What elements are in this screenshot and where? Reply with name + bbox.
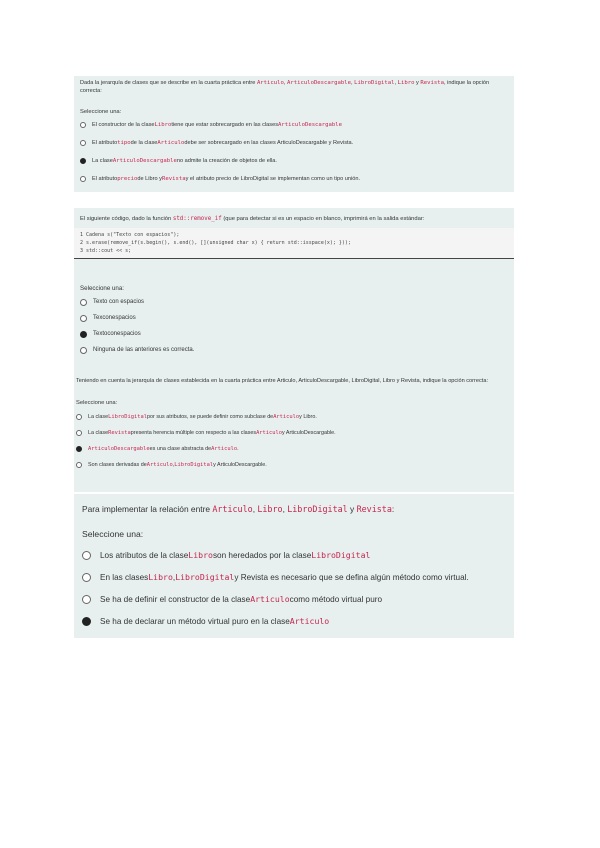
answer-option-selected[interactable] <box>80 155 508 167</box>
option-text: El atributo <box>92 140 118 147</box>
answer-option-selected[interactable] <box>82 615 506 627</box>
select-label: Seleccione una: <box>80 109 122 116</box>
code-block <box>74 228 514 259</box>
option-text: y el atributo precio de LibroDigital se implementan como un tipo unión. <box>185 176 360 183</box>
question-text <box>80 216 508 224</box>
separator: , <box>282 504 288 514</box>
option-text: tiene que estar sobrecargado en las clases <box>171 122 279 129</box>
option-text: Textoconespacios <box>93 331 141 338</box>
answer-option[interactable] <box>76 412 512 422</box>
question-card-3 <box>74 376 514 492</box>
option-text: y ArticuloDescargable. <box>213 461 267 468</box>
class-name: Libro <box>154 122 172 129</box>
radio-button[interactable] <box>80 347 87 354</box>
question-text-part: Para implementar la relación entre <box>82 504 213 514</box>
class-name: Articulo <box>289 616 330 627</box>
class-name: Articulo <box>212 504 253 514</box>
code-line: 3 std::cout << s; <box>80 247 132 254</box>
question-text <box>80 80 508 95</box>
option-text: Texconespacios <box>93 315 136 322</box>
code-line: 1 Cadena s("Texto con espacios"); <box>80 231 180 238</box>
answer-option-selected[interactable] <box>80 329 508 340</box>
separator: , <box>394 80 398 86</box>
answer-option[interactable] <box>76 428 512 438</box>
answer-option[interactable] <box>80 173 508 185</box>
option-text: La clase <box>88 429 109 436</box>
radio-button[interactable] <box>80 299 87 306</box>
class-name: tipo <box>117 140 131 147</box>
class-name: Revista <box>161 176 186 183</box>
radio-button-selected[interactable] <box>76 446 82 452</box>
class-name: Articulo <box>157 140 185 147</box>
radio-button[interactable] <box>80 315 87 322</box>
option-text: de Libro y <box>137 176 162 183</box>
question-card-4 <box>74 494 514 638</box>
answer-option[interactable] <box>82 571 506 583</box>
answer-option[interactable] <box>82 593 506 605</box>
class-name: ArticuloDescargable <box>112 158 177 165</box>
question-text: Teniendo en cuenta la jerarquía de clases establecida en la cuarta práctica entre Articulo, ArticuloDescargable, LibroDigital, Libro y Revista, indique la opción correcta: <box>76 378 488 384</box>
radio-button-selected[interactable] <box>80 331 87 338</box>
radio-button[interactable] <box>82 595 91 604</box>
option-text: son heredados por la clase <box>212 550 312 560</box>
separator: y <box>414 80 421 86</box>
option-text: es una clase abstracta de <box>149 445 212 452</box>
question-text-part: , indique la opción correcta: <box>80 80 490 94</box>
question-text-part: El siguiente código, dado la función <box>80 216 173 222</box>
class-name: Articulo <box>273 413 300 420</box>
option-text: La clase <box>92 158 113 165</box>
class-name: Articulo <box>256 429 283 436</box>
class-name: LibroDigital <box>175 572 235 583</box>
option-text: no admite la creación de objetos de ella. <box>176 158 277 165</box>
option-text: El atributo <box>92 176 118 183</box>
option-text: por sus atributos, se puede definir como subclase de <box>147 413 274 420</box>
radio-button[interactable] <box>76 414 82 420</box>
class-name: ArticuloDescargable <box>278 122 343 129</box>
select-label: Seleccione una: <box>76 399 118 406</box>
answer-option[interactable] <box>82 549 506 561</box>
option-text: de la clase <box>130 140 158 147</box>
class-name: Articulo <box>256 80 284 86</box>
radio-button[interactable] <box>76 430 82 436</box>
radio-button-selected[interactable] <box>80 158 86 164</box>
class-name: LibroDigital <box>174 461 214 468</box>
class-name: Revista <box>420 80 444 86</box>
option-text: presenta herencia múltiple con respecto a las clases <box>130 429 257 436</box>
separator: y <box>347 504 357 514</box>
code-line: 2 s.erase(remove_if(s.begin(), s.end(), [](unsigned char x) { return std::isspace(x); })); <box>80 239 351 246</box>
question-card-2 <box>74 208 514 376</box>
class-name: LibroDigital <box>354 80 395 86</box>
class-name: LibroDigital <box>287 504 348 514</box>
radio-button[interactable] <box>82 573 91 582</box>
answer-option[interactable] <box>80 297 508 308</box>
select-label: Seleccione una: <box>82 529 144 540</box>
class-name: Revista <box>356 504 392 514</box>
class-name: Libro <box>257 504 283 514</box>
option-text: , <box>172 572 176 582</box>
class-name: LibroDigital <box>311 550 371 561</box>
separator: , <box>351 80 355 86</box>
option-text: El constructor de la clase <box>92 122 155 129</box>
question-text-part: Dada la jerarquía de clases que se describe en la cuarta práctica entre <box>80 80 257 86</box>
separator: , <box>283 80 287 86</box>
option-text: debe ser sobrecargado en las clases ArticuloDescargable y Revista. <box>184 140 354 147</box>
class-name: Libro <box>148 572 173 583</box>
class-name: ArticuloDescargable <box>88 445 150 452</box>
question-text <box>82 504 506 515</box>
answer-option[interactable] <box>76 460 512 470</box>
radio-button[interactable] <box>80 176 86 182</box>
option-text: Se ha de definir el constructor de la clase <box>100 594 251 604</box>
option-text: y ArticuloDescargable. <box>282 429 336 436</box>
option-text: Texto con espacios <box>93 299 145 306</box>
option-text: Ninguna de las anteriores es correcta. <box>93 347 195 354</box>
class-name: ArticuloDescargable <box>287 80 351 86</box>
radio-button[interactable] <box>76 462 82 468</box>
radio-button[interactable] <box>82 551 91 560</box>
option-text: Los atributos de la clase <box>100 550 189 560</box>
class-name: Articulo <box>211 445 238 452</box>
function-name: std::remove_if <box>172 216 222 222</box>
class-name: Articulo <box>250 594 290 605</box>
class-name: Libro <box>397 80 415 86</box>
class-name: precio <box>117 176 138 183</box>
class-name: Libro <box>188 550 213 561</box>
class-name: Revista <box>108 429 131 436</box>
select-label: Seleccione una: <box>80 284 125 292</box>
answer-option[interactable] <box>80 137 508 149</box>
separator: : <box>391 504 395 514</box>
answer-option[interactable] <box>80 313 508 324</box>
class-name: Articulo <box>146 461 173 468</box>
question-card-1 <box>74 76 514 192</box>
option-text: . <box>237 445 239 452</box>
answer-option-selected[interactable] <box>76 444 512 454</box>
class-name: LibroDigital <box>108 413 148 420</box>
option-text: La clase <box>88 413 109 420</box>
answer-option[interactable] <box>80 119 508 131</box>
option-text: y Revista es necesario que se defina algún método como virtual. <box>234 572 469 582</box>
option-text: En las clases <box>100 572 149 582</box>
question-text-part: (que para detectar si es un espacio en blanco, imprimirá en la salida estándar: <box>221 216 425 222</box>
separator: , <box>252 504 258 514</box>
answer-option[interactable] <box>80 345 508 356</box>
option-text: Son clases derivadas de <box>88 461 147 468</box>
option-text: Se ha de declarar un método virtual puro en la clase <box>100 616 290 626</box>
option-text: , <box>172 461 175 468</box>
radio-button[interactable] <box>80 140 86 146</box>
radio-button-selected[interactable] <box>82 617 91 626</box>
radio-button[interactable] <box>80 122 86 128</box>
option-text: como método virtual puro <box>289 594 383 604</box>
option-text: y Libro. <box>299 413 317 420</box>
